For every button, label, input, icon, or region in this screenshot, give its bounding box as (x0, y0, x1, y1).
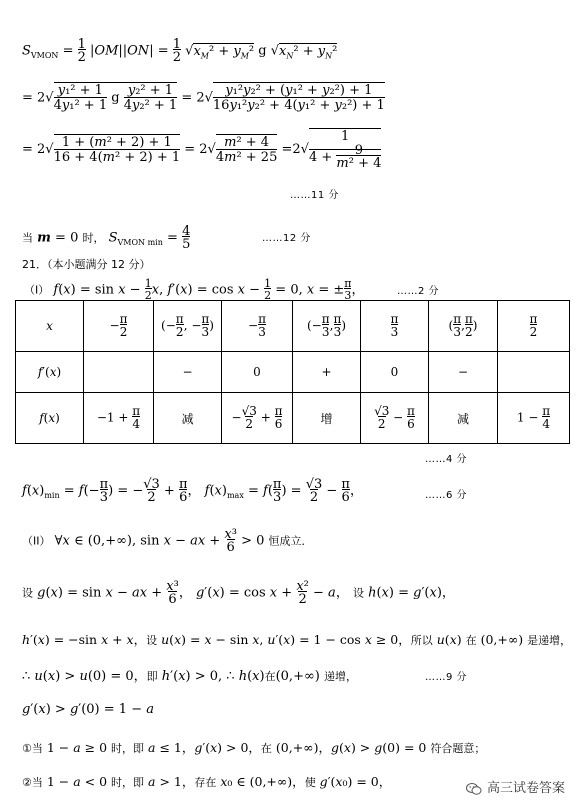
gprime-bound: g′(x) > g′(0) = 1 − a (22, 702, 154, 717)
cell-x-2: (−π 2, −π 3) (154, 301, 222, 352)
cell-fprime-1 (84, 352, 154, 393)
cell-f-6: 减 (429, 393, 498, 444)
score-9: ……9 分 (425, 672, 468, 683)
cell-fprime-4: + (293, 352, 361, 393)
cell-x-6: (π 3,π 2) (429, 301, 498, 352)
table-row-x (16, 301, 570, 352)
min-area-result: 当 m = 0 时， $S_{VMON min} = 4$ 5 (22, 224, 191, 252)
cell-x-5: π 3 (361, 301, 429, 352)
part1-derivative: （I） f(x) = sin x − 1 2x, f′(x) = cos x − 1 2 = 0, x = ±π 3， (24, 277, 365, 302)
h-derivative: h′(x) = −sin x + x，设 u(x) = x − sin x, u′(x) = 1 − cos x ≥ 0，所以 u(x) 在 (0,+∞) 是递增， (22, 632, 572, 647)
score-12: ……12 分 (262, 233, 311, 244)
cell-x-4: (−π 3,π 3) (293, 301, 361, 352)
case-1: ①当 1 − a ≥ 0 时，即 a ≤ 1，g′(x) > 0，在 (0,+∞)，g(x) > g(0) = 0 符合题意； (22, 740, 486, 755)
cell-fprime-2: − (154, 352, 222, 393)
wechat-icon (466, 782, 482, 796)
cell-fprime-5: 0 (361, 352, 429, 393)
cell-fprime-label: f′(x) (16, 352, 84, 393)
table-row-f (16, 393, 570, 444)
cell-x-1: −π 2 (84, 301, 154, 352)
min-max-values: $f(x)_{min} = f(-\pi$ 3) = −√3 2 + π 6， $f(x)_{max} = f(\pi$ 3) = √3 2 − π 6， (22, 477, 363, 505)
g-definition: 设 g(x) = sin x − ax + x³ 6 ， g′(x) = cos x + x² 2 − a， 设 h(x) = g′(x)， (22, 579, 455, 607)
table-row-fprime (16, 352, 570, 393)
watermark (466, 777, 565, 796)
cell-f-1: −1 + π 4 (84, 393, 154, 444)
cell-f-5: √3 2 − π 6 (361, 393, 429, 444)
q21-heading: 21．（本小题满分 12 分） (22, 258, 151, 271)
cell-x-label: x (16, 301, 84, 352)
u-monotone: ∴ u(x) > u(0) = 0，即 h′(x) > 0, ∴ h(x)在(0,+∞) 递增， (22, 669, 357, 684)
score-6: ……6 分 (425, 490, 468, 501)
cell-f-4: 增 (293, 393, 361, 444)
cell-fprime-6: − (429, 352, 498, 393)
score-2: ……2 分 (397, 286, 440, 297)
cell-f-7: 1 − π 4 (498, 393, 570, 444)
area-formula-line2: = 2√ y₁² + 1 4y₁² + 1 g y₂² + 1 4y₂² + 1 = 2√ y₁²y₂² + (y₁² + y₂²) + 1 16y₁²y₂² + 4(y₁² + y₂²) + 1 (22, 83, 385, 113)
cell-x-3: −π 3 (222, 301, 293, 352)
cell-f-label: f(x) (16, 393, 84, 444)
score-4: ……4 分 (425, 454, 468, 465)
score-11: ……11 分 (290, 190, 339, 201)
cell-f-2: 减 (154, 393, 222, 444)
cell-fprime-3: 0 (222, 352, 293, 393)
cell-fprime-7 (498, 352, 570, 393)
area-formula-line3: = 2√1 + (m² + 2) + 1 16 + 4(m² + 2) + 1 = 2√ m² + 4 4m² + 25 =2√1 4 + 9 m² + 4 (22, 129, 382, 171)
part2-statement: （II） ∀x ∈ (0,+∞), sin x − ax + x³ 6 > 0 恒成立． (22, 527, 313, 555)
area-formula-line1: $S_{VMON} = 1$ 2 |OM||ON| = 1 2 $√x_M^2 + y_M^2$ g $√x_N^2 + y_N^2$ (22, 37, 338, 65)
cell-f-3: −√3 2 + π 6 (222, 393, 293, 444)
case-2: ②当 1 − a < 0 时，即 a > 1，存在 x₀ ∈ (0,+∞)，使 g′(x₀) = 0， (22, 774, 392, 789)
watermark-text: 高三试卷答案 (487, 781, 566, 796)
monotonicity-table (15, 300, 570, 444)
cell-x-7: π 2 (498, 301, 570, 352)
